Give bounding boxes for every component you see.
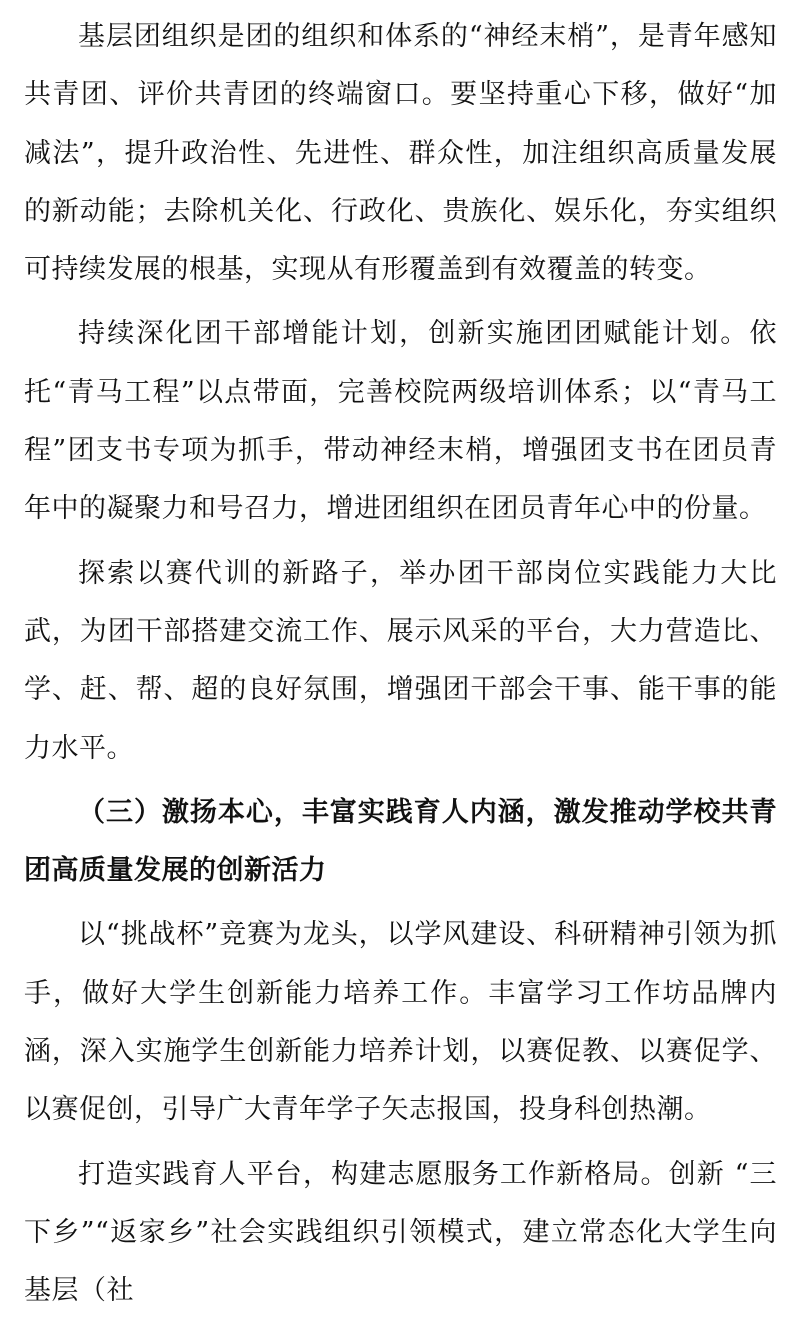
paragraph-practice-platform: 打造实践育人平台，构建志愿服务工作新格局。创新 “三下乡”“返家乡”社会实践组织引领模式，建立常态化大学生向基层（社 [24,1158,777,1307]
paragraph-cadre-empowerment: 持续深化团干部增能计划，创新实施团团赋能计划。依托“青马工程”以点带面，完善校院两级培训体系；以“青马工程”团支书专项为抓手，带动神经末梢，增强团支书在团员青年中的凝聚力和号召力，增进团组织在团员青年心中的份量。 [24,318,777,525]
paragraph-challenge-cup: 以“挑战杯”竞赛为龙头，以学风建设、科研精神引领为抓手，做好大学生创新能力培养工作。丰富学习工作坊品牌内涵，深入实施学生创新能力培养计划，以赛促教、以赛促学、以赛促创，引导广大青年学子矢志报国，投身科创热潮。 [24,919,777,1126]
paragraph-competition-training: 探索以赛代训的新路子，举办团干部岗位实践能力大比武，为团干部搭建交流工作、展示风采的平台，大力营造比、学、赶、帮、超的良好氛围，增强团干部会干事、能干事的能力水平。 [24,557,777,764]
section-heading: （三）激扬本心，丰富实践育人内涵，激发推动学校共青团高质量发展的创新活力 [24,796,777,887]
paragraph-grassroots-organization: 基层团组织是团的组织和体系的“神经末梢”，是青年感知共青团、评价共青团的终端窗口。要坚持重心下移，做好“加减法”，提升政治性、先进性、群众性，加注组织高质量发展的新动能；去除机关化、行政化、贵族化、娱乐化，夯实组织可持续发展的根基，实现从有形覆盖到有效覆盖的转变。 [24,21,777,286]
